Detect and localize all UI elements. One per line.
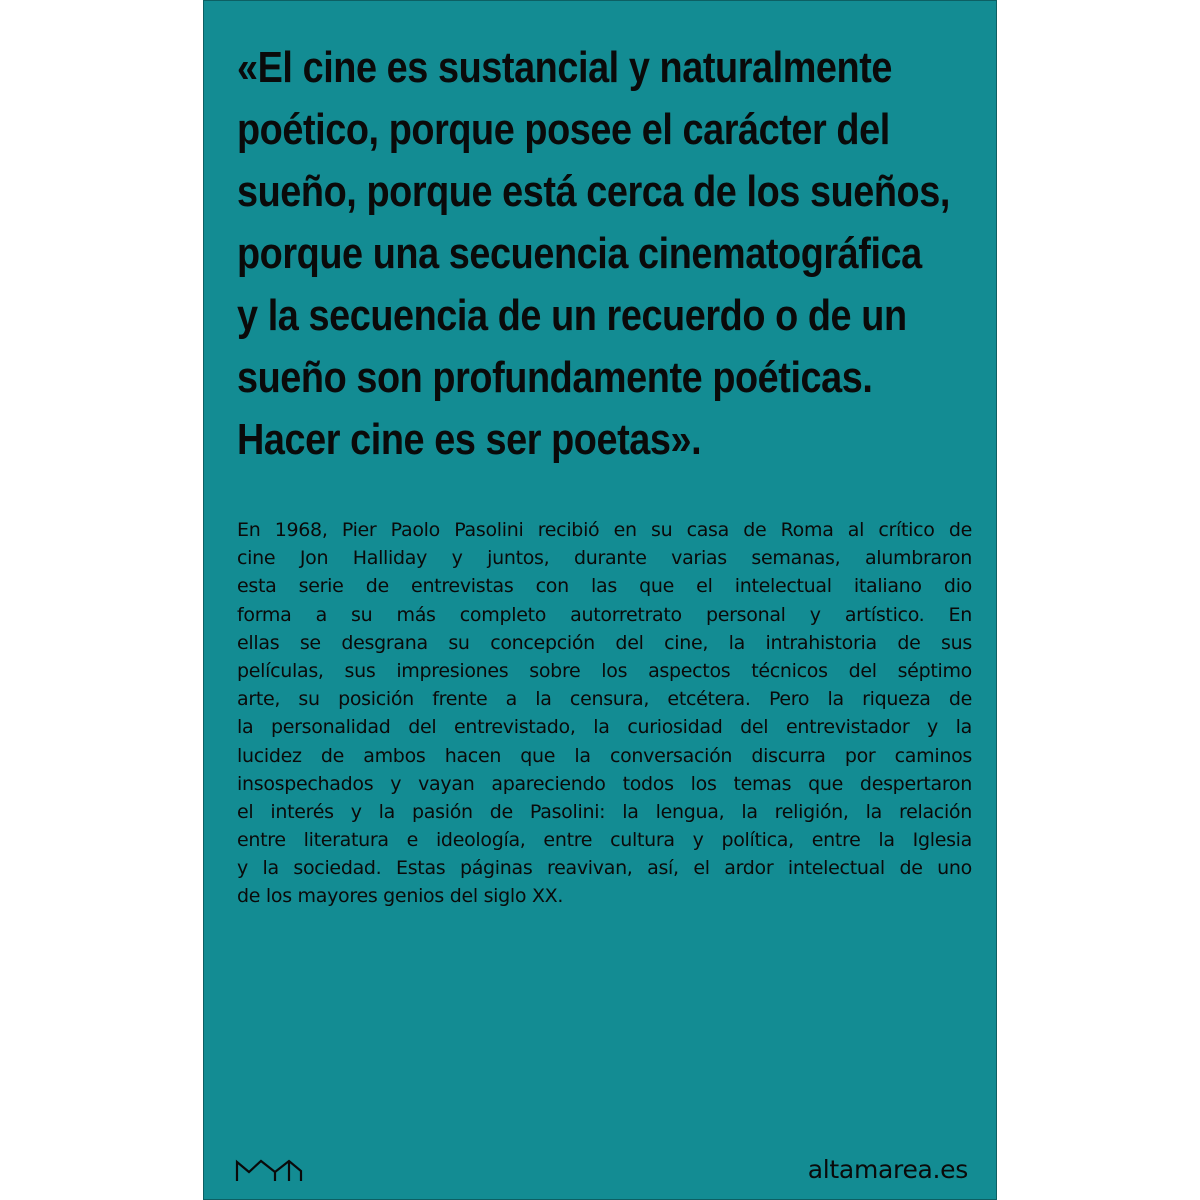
description-line: insospechados y vayan apareciendo todos los temas que despertaron bbox=[237, 772, 972, 795]
description-line: arte, su posición frente a la censura, etcétera. Pero la riqueza de bbox=[237, 688, 972, 711]
description-line: películas, sus impresiones sobre los aspectos técnicos del séptimo bbox=[237, 659, 972, 682]
description-line: cine Jon Halliday y juntos, durante varias semanas, alumbraron bbox=[237, 547, 972, 570]
quote-line: poético, porque posee el carácter del bbox=[237, 105, 890, 154]
description-line: la personalidad del entrevistado, la curiosidad del entrevistador y la bbox=[237, 716, 972, 739]
book-back-cover bbox=[203, 0, 997, 1200]
description-line: forma a su más completo autorretrato personal y artístico. En bbox=[237, 603, 972, 626]
description-line: lucidez de ambos hacen que la conversación discurra por caminos bbox=[237, 744, 972, 767]
description-line: En 1968, Pier Paolo Pasolini recibió en su casa de Roma al crítico de bbox=[237, 519, 972, 541]
quote-line: sueño, porque está cerca de los sueños, bbox=[237, 167, 950, 216]
quote-line: porque una secuencia cinematográfica bbox=[237, 229, 922, 278]
quote-line: sueño son profundamente poéticas. bbox=[237, 353, 873, 402]
book-description bbox=[237, 516, 972, 911]
quote-line: y la secuencia de un recuerdo o de un bbox=[237, 291, 907, 340]
quote-line: «El cine es sustancial y naturalmente bbox=[237, 43, 892, 92]
quote-line: Hacer cine es ser poetas». bbox=[237, 415, 702, 464]
description-line: entre literatura e ideología, entre cultura y política, entre la Iglesia bbox=[237, 829, 972, 852]
description-line: y la sociedad. Estas páginas reavivan, así, el ardor intelectual de uno bbox=[237, 857, 972, 880]
altamarea-wave-logo-icon bbox=[235, 1156, 307, 1182]
pull-quote bbox=[237, 37, 977, 471]
description-line: el interés y la pasión de Pasolini: la lengua, la religión, la relación bbox=[237, 800, 972, 823]
publisher-website: altamarea.es bbox=[807, 1155, 968, 1184]
description-line: esta serie de entrevistas con las que el intelectual italiano dio bbox=[237, 575, 972, 598]
description-line: de los mayores genios del siglo XX. bbox=[237, 885, 564, 908]
description-line: ellas se desgrana su concepción del cine, la intrahistoria de sus bbox=[237, 631, 972, 654]
